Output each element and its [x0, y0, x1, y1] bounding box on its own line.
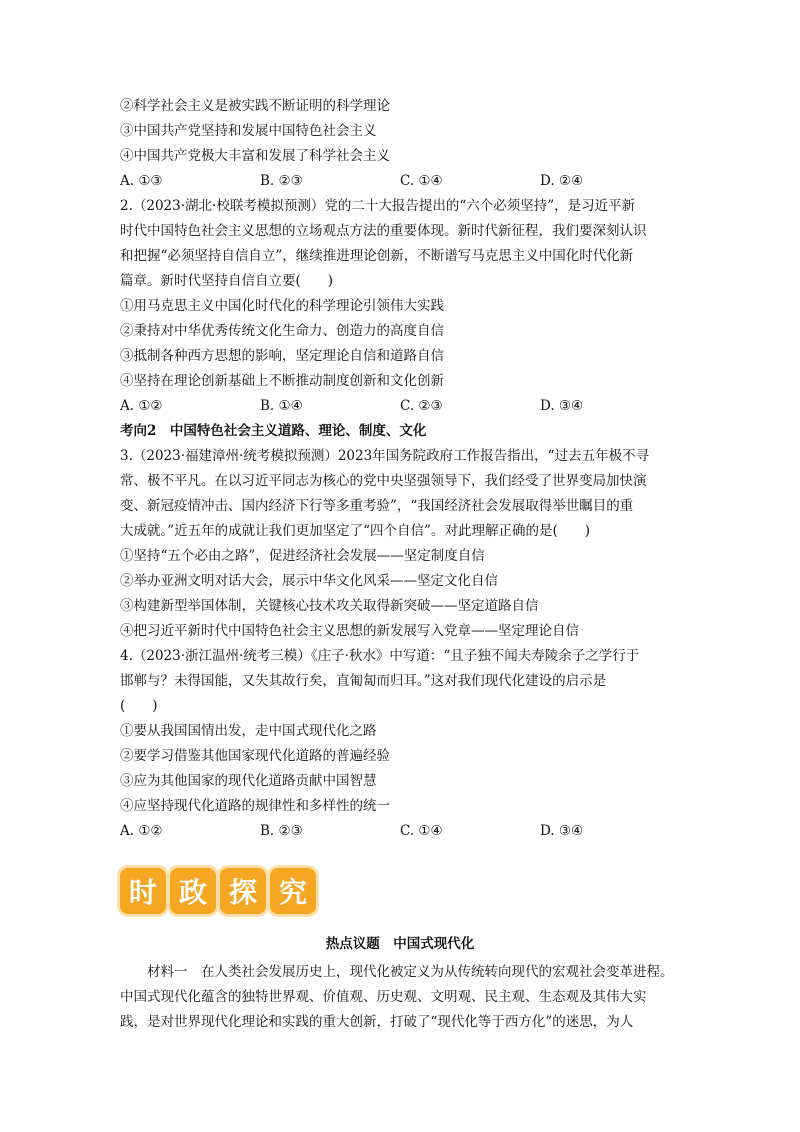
material-line-3: 践，是对世界现代化理论和实践的重大创新，打破了“现代化等于西方化”的迷思，为人 — [120, 1014, 634, 1030]
q2-options — [120, 396, 680, 416]
q4-stem-line-2: 邯郸与？未得国能，又失其故行矣，直匍匐而归耳。”这对我们现代化建设的启示是 — [120, 673, 607, 689]
q1-options — [120, 171, 680, 191]
q3-item-3: ③构建新型举国体制，关键核心技术攻关取得新突破——坚定道路自信 — [120, 598, 539, 614]
banner-char-3: 探 — [220, 868, 266, 914]
section-banner — [120, 868, 316, 918]
q2-stem-line-3: 和把握“必须坚持自信自立”，继续推进理论创新，不断谱写马克思主义中国化时代化新 — [120, 248, 634, 264]
q4-item-4: ④应坚持现代化道路的规律性和多样性的统一 — [120, 798, 390, 814]
q3-item-2: ②举办亚洲文明对话大会，展示中华文化风采——坚定文化自信 — [120, 573, 498, 589]
q4-item-3: ③应为其他国家的现代化道路贡献中国智慧 — [120, 773, 377, 789]
q4-stem-line-1: 4.（2023·浙江温州·统考三模）《庄子·秋水》中写道：“且子独不闻夫寿陵余子之学行于 — [120, 648, 640, 664]
q3-stem-line-1: 3.（2023·福建漳州·统考模拟预测）2023年国务院政府工作报告指出，“过去五年极不寻 — [120, 448, 650, 464]
q2-item-3: ③抵制各种西方思想的影响，坚定理论自信和道路自信 — [120, 348, 444, 364]
q4-option-b: B. ②③ — [260, 823, 303, 839]
q4-option-c: C. ①④ — [400, 823, 443, 839]
q1-item-4: ④中国共产党极大丰富和发展了科学社会主义 — [120, 148, 390, 164]
q2-option-b: B. ①④ — [260, 398, 303, 414]
q4-options — [120, 821, 680, 841]
q4-item-1: ①要从我国国情出发，走中国式现代化之路 — [120, 723, 377, 739]
q4-option-a: A. ①② — [120, 823, 163, 839]
q1-option-c: C. ①④ — [400, 173, 443, 189]
q3-item-4: ④把习近平新时代中国特色社会主义思想的新发展写入党章——坚定理论自信 — [120, 623, 579, 639]
q1-item-3: ③中国共产党坚持和发展中国特色社会主义 — [120, 123, 377, 139]
q2-item-1: ①用马克思主义中国化时代化的科学理论引领伟大实践 — [120, 298, 444, 314]
q2-stem-line-2: 时代中国特色社会主义思想的立场观点方法的重要体现。新时代新征程，我们要深刻认识 — [120, 223, 647, 239]
q3-stem-line-4: 大成就。”近五年的成就让我们更加坚定了“四个自信”。对此理解正确的是( ) — [120, 523, 590, 539]
q1-option-b: B. ②③ — [260, 173, 303, 189]
q3-stem-line-3: 变、新冠疫情冲击、国内经济下行等多重考验”，“我国经济社会发展取得举世瞩目的重 — [120, 498, 634, 514]
q2-option-a: A. ①② — [120, 398, 163, 414]
banner-char-4: 究 — [270, 868, 316, 914]
q2-option-d: D. ③④ — [540, 398, 584, 414]
q2-stem-line-1: 2.（2023·湖北·校联考模拟预测）党的二十大报告提出的“六个必须坚持”，是习近平新 — [120, 198, 636, 214]
q2-stem-line-4: 篇章。新时代坚持自信自立要( ) — [120, 273, 334, 289]
q4-item-2: ②要学习借鉴其他国家现代化道路的普遍经验 — [120, 748, 390, 764]
topic-title: 热点议题 中国式现代化 — [325, 936, 475, 952]
q2-item-4: ④坚持在理论创新基础上不断推动制度创新和文化创新 — [120, 373, 444, 389]
section-heading: 考向2 中国特色社会主义道路、理论、制度、文化 — [120, 423, 427, 439]
q3-item-1: ①坚持“五个必由之路”，促进经济社会发展——坚定制度自信 — [120, 548, 485, 564]
q2-option-c: C. ②③ — [400, 398, 443, 414]
banner-char-2: 政 — [170, 868, 216, 914]
q4-stem-line-3: ( ) — [120, 698, 158, 714]
q2-item-2: ②秉持对中华优秀传统文化生命力、创造力的高度自信 — [120, 323, 444, 339]
material-line-1: 材料一 在人类社会发展历史上，现代化被定义为从传统转向现代的宏观社会变革进程。 — [120, 964, 674, 980]
q3-stem-line-2: 常、极不平凡。在以习近平同志为核心的党中央坚强领导下，我们经受了世界变局加快演 — [120, 473, 647, 489]
q1-option-d: D. ②④ — [540, 173, 584, 189]
banner-char-1: 时 — [120, 868, 166, 914]
q1-option-a: A. ①③ — [120, 173, 163, 189]
q1-item-2: ②科学社会主义是被实践不断证明的科学理论 — [120, 98, 390, 114]
material-line-2: 中国式现代化蕴含的独特世界观、价值观、历史观、文明观、民主观、生态观及其伟大实 — [120, 989, 647, 1005]
q4-option-d: D. ③④ — [540, 823, 584, 839]
